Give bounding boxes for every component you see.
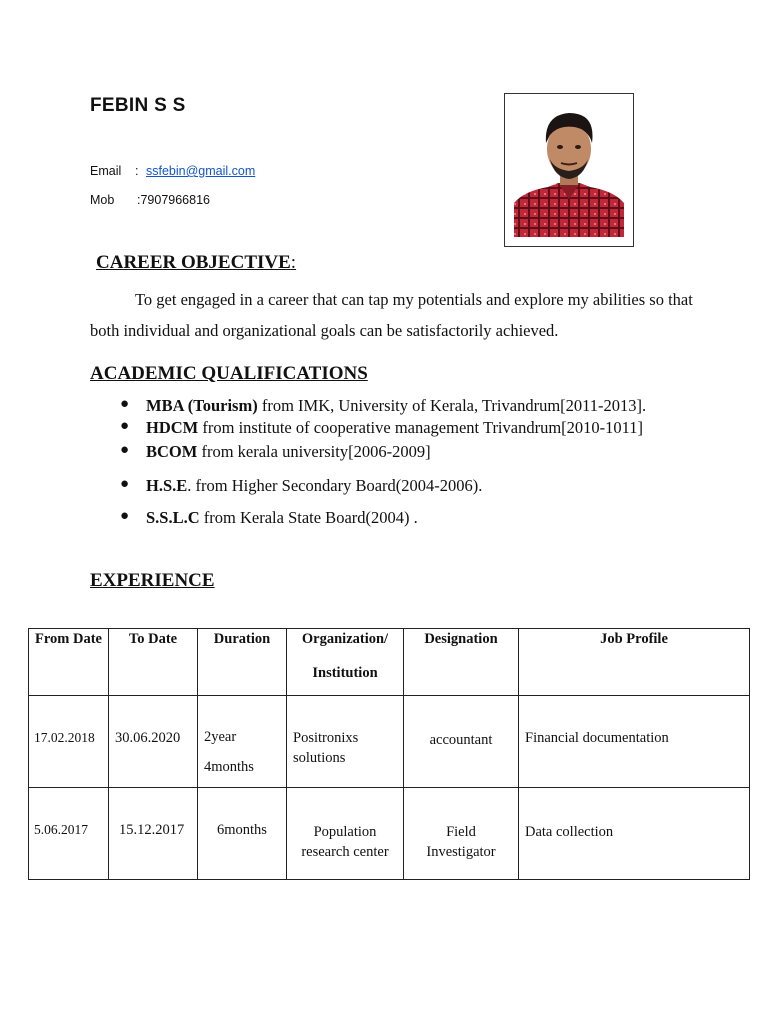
qualification-detail: from kerala university[2006-2009]	[197, 442, 431, 461]
duration-value-2: 4months	[204, 759, 254, 775]
bullet-icon: ●	[120, 442, 130, 458]
candidate-name: FEBIN S S	[90, 95, 186, 116]
career-objective-heading	[96, 252, 296, 274]
job-profile-value: Financial documentation	[525, 730, 669, 746]
to-date-value: 15.12.2017	[119, 822, 185, 838]
profile-photo	[504, 93, 634, 247]
qualification-title: MBA (Tourism)	[146, 396, 258, 415]
column-header-organization-line1: Organization/	[301, 631, 389, 647]
table-row	[29, 788, 750, 880]
duration-value: 6months	[217, 822, 267, 838]
bullet-icon: ●	[120, 476, 130, 492]
bullet-icon: ●	[120, 508, 130, 524]
cell-organization	[287, 696, 404, 788]
academic-qualifications-heading: ACADEMIC QUALIFICATIONS	[90, 363, 368, 384]
qualification-title: BCOM	[146, 442, 198, 461]
cell-from-date	[29, 788, 109, 880]
cell-from-date	[29, 696, 109, 788]
cell-to-date	[109, 696, 198, 788]
column-header-to-date: To Date	[109, 629, 198, 696]
cell-job-profile	[519, 788, 750, 880]
mobile-number: :7907966816	[137, 193, 210, 207]
qualification-detail: . from Higher Secondary Board(2004-2006).	[187, 476, 483, 495]
profile-photo-image	[514, 103, 624, 237]
mobile-row	[90, 193, 390, 211]
organization-value: Positronixs solutions	[293, 730, 359, 766]
bullet-icon: ●	[120, 418, 130, 434]
qualification-detail: from institute of cooperative management Trivandrum[2010-1011]	[198, 418, 644, 437]
qualification-detail: from Kerala State Board(2004) .	[199, 508, 418, 527]
email-separator: :	[135, 164, 139, 178]
to-date-value: 30.06.2020	[115, 730, 181, 746]
mobile-label: Mob	[90, 193, 115, 207]
column-header-duration: Duration	[198, 629, 287, 696]
qualification-title: H.S.E	[146, 476, 188, 495]
experience-heading: EXPERIENCE	[90, 570, 215, 591]
table-header-row	[29, 629, 750, 696]
designation-value: Field Investigator	[426, 824, 496, 860]
cell-to-date	[109, 788, 198, 880]
career-objective-heading-text: CAREER OBJECTIVE	[96, 252, 291, 273]
job-profile-value: Data collection	[525, 824, 614, 840]
column-header-from-date: From Date	[29, 629, 109, 696]
table-row	[29, 696, 750, 788]
cell-designation	[404, 696, 519, 788]
column-header-designation: Designation	[404, 629, 519, 696]
column-header-job-profile: Job Profile	[519, 629, 750, 696]
career-objective-body: To get engaged in a career that can tap my potentials and explore my abilities so that both individual and organizational goals can be satisfactorily achieved.	[90, 290, 693, 340]
career-objective-colon: :	[290, 252, 297, 273]
from-date-value: 5.06.2017	[34, 822, 88, 837]
bullet-icon: ●	[120, 396, 130, 412]
column-header-organization	[287, 629, 404, 696]
qualification-title: HDCM	[146, 418, 199, 437]
organization-value: Population research center	[301, 824, 389, 860]
career-objective-text	[90, 284, 710, 346]
from-date-value: 17.02.2018	[34, 730, 95, 745]
cell-job-profile	[519, 696, 750, 788]
cell-organization	[287, 788, 404, 880]
experience-table	[28, 628, 750, 880]
duration-value: 2year	[204, 729, 237, 745]
email-label: Email	[90, 164, 122, 178]
qualification-title: S.S.L.C	[146, 508, 200, 527]
email-link[interactable]: ssfebin@gmail.com	[146, 164, 256, 178]
qualification-detail: from IMK, University of Kerala, Trivandrum[2011-2013].	[257, 396, 647, 415]
cell-designation	[404, 788, 519, 880]
email-row	[90, 164, 390, 182]
cell-duration	[198, 696, 287, 788]
designation-value: accountant	[429, 732, 493, 748]
column-header-organization-line2: Institution	[312, 665, 378, 681]
cell-duration	[198, 788, 287, 880]
